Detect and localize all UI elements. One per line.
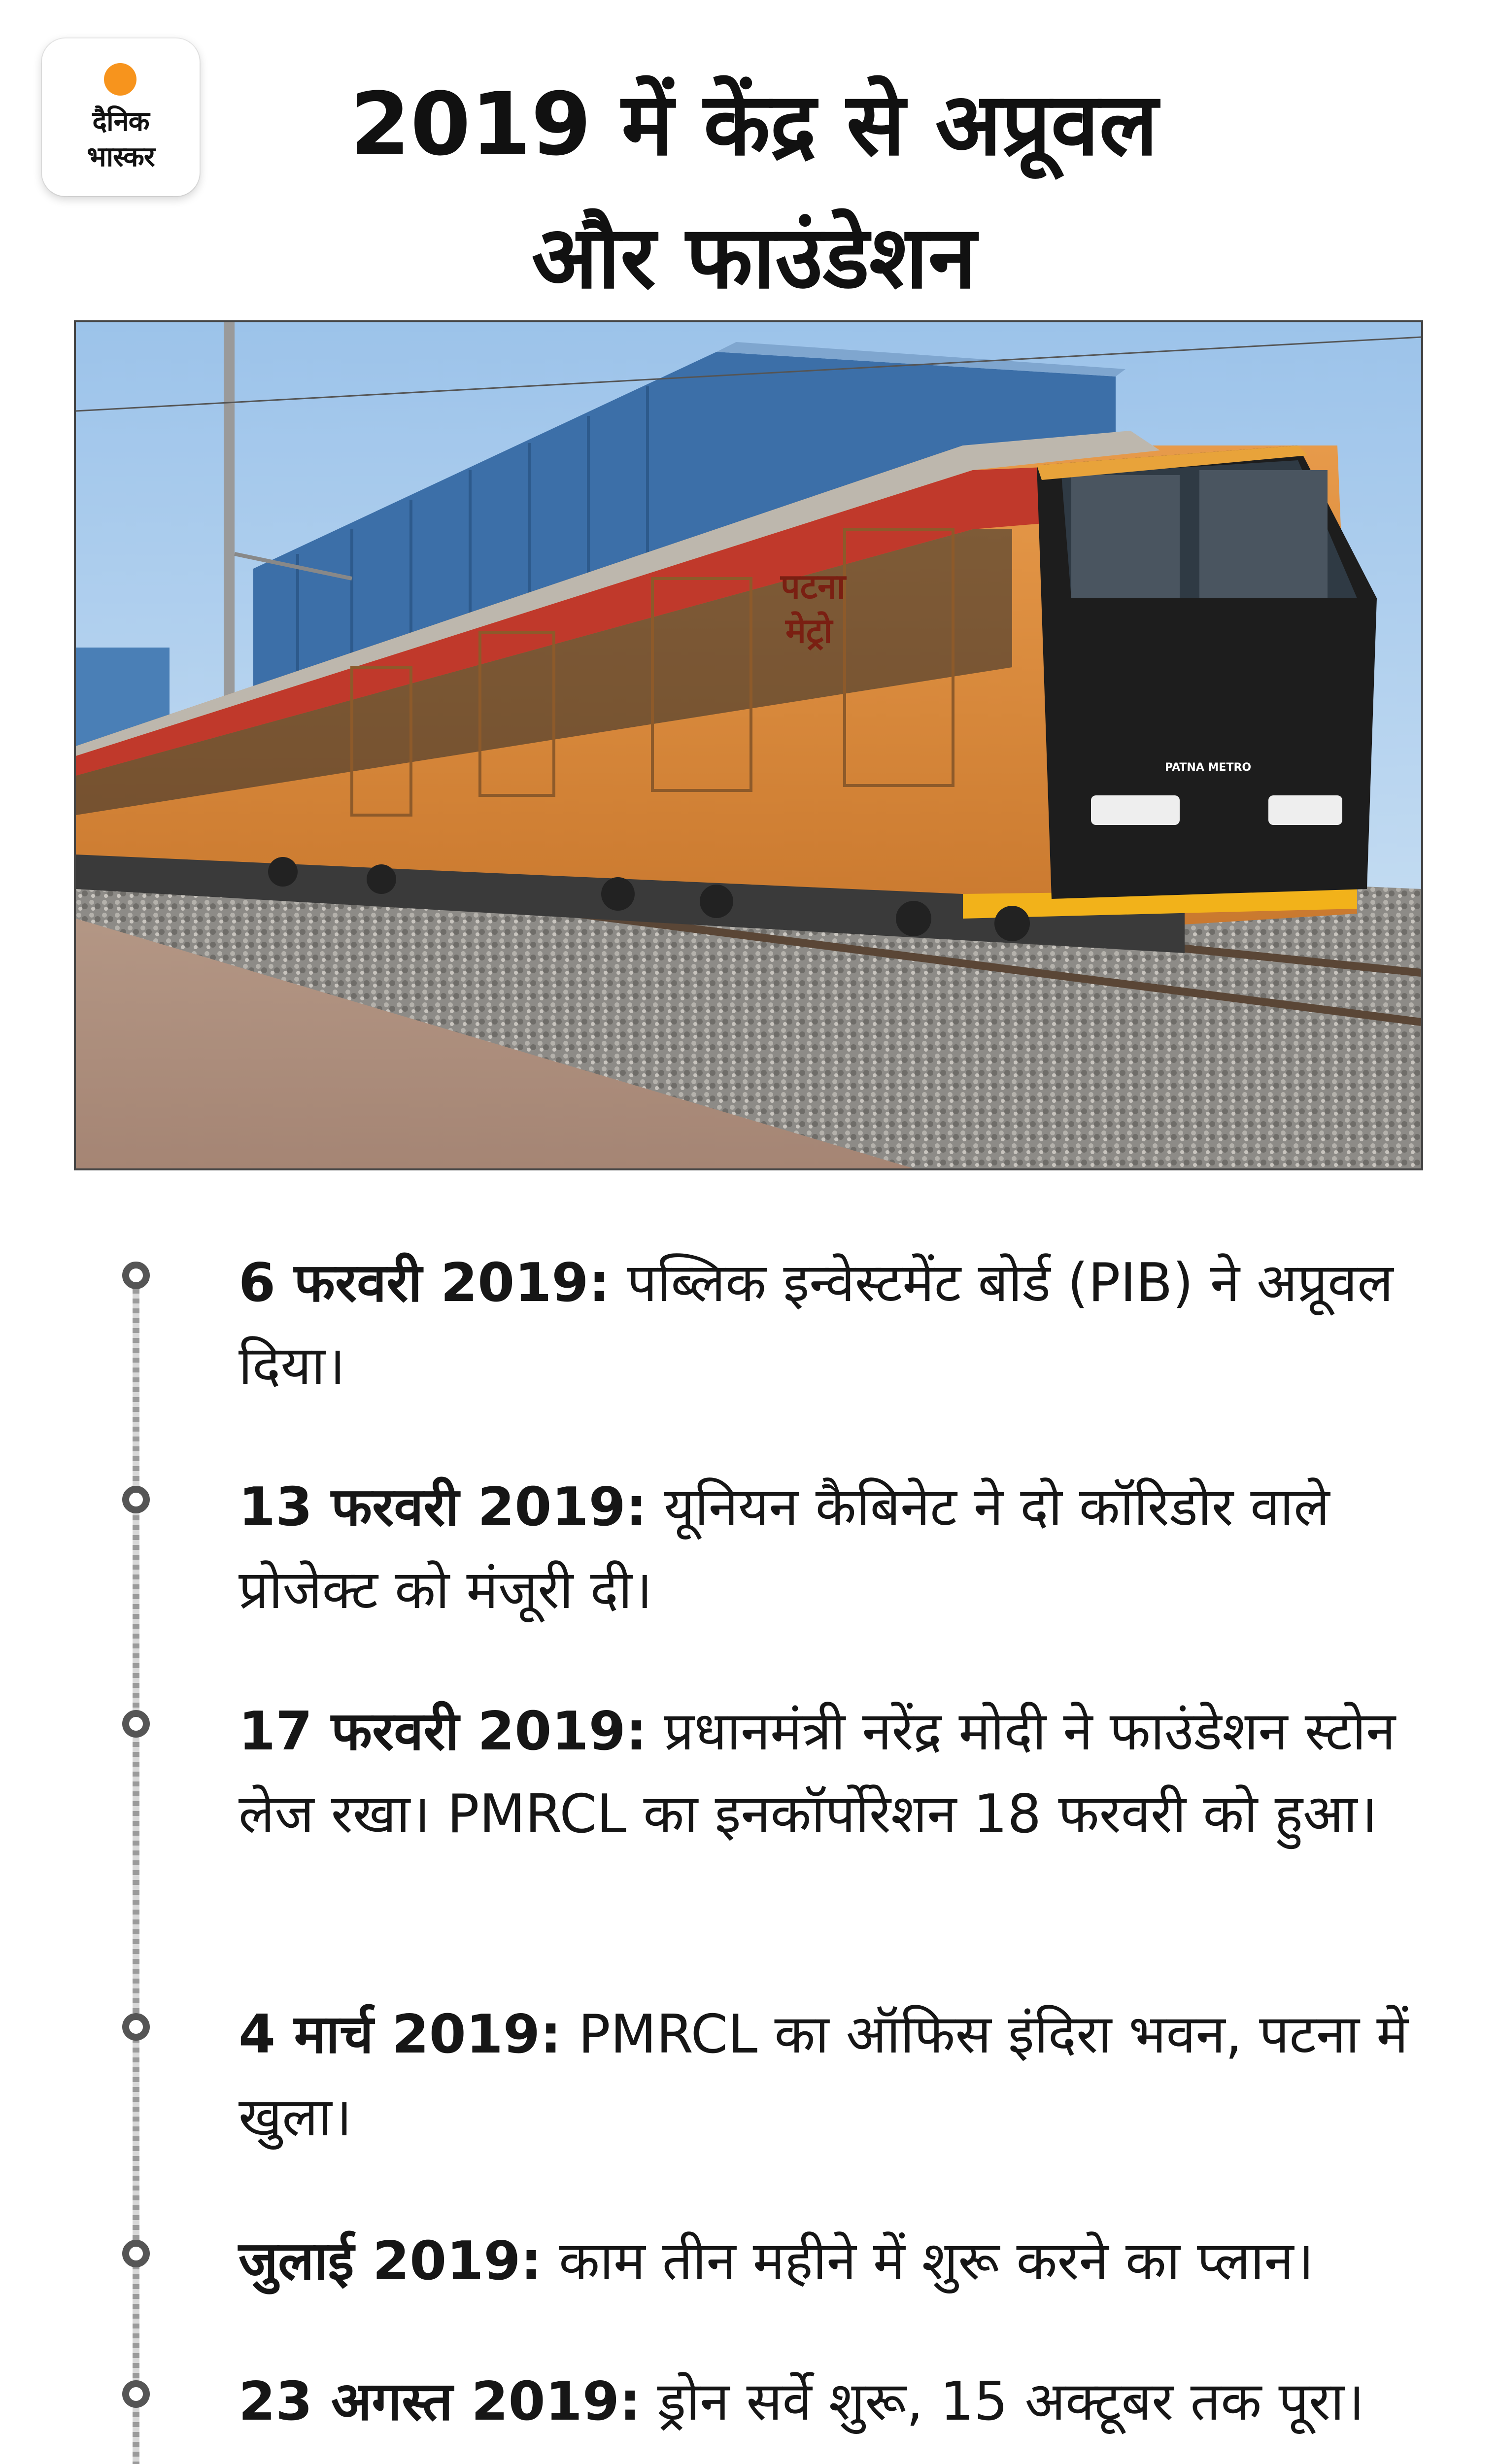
logo-text-line2: भास्कर <box>87 141 155 173</box>
timeline-description: यूनियन कैबिनेट ने दो कॉरिडोर वाले प्रोजेक्ट को मंजूरी दी। <box>238 1476 1330 1621</box>
timeline-description: काम तीन महीने में शुरू करने का प्लान। <box>542 2230 1314 2292</box>
timeline-description: प्रधानमंत्री नरेंद्र मोदी ने फाउंडेशन स्टोन लेज रखा। PMRCL का इनकॉर्पोरेशन 18 फरवरी को हुआ। <box>238 1701 1396 1845</box>
timeline-entry-text <box>238 2220 1421 2303</box>
timeline-date: 17 फरवरी 2019: <box>238 1701 647 1762</box>
timeline-dot <box>122 1710 150 1738</box>
timeline-line <box>133 1269 139 2464</box>
timeline-entry-text <box>238 1242 1421 1407</box>
sun-icon <box>104 63 136 96</box>
metro-train-photo <box>74 320 1423 1170</box>
page-title <box>227 58 1281 324</box>
title-line-1: 2019 में केंद्र से अप्रूवल <box>350 74 1158 175</box>
timeline-entry-text <box>238 1993 1421 2159</box>
timeline-date: 4 मार्च 2019: <box>238 2004 562 2065</box>
timeline-date: जुलाई 2019: <box>238 2230 542 2292</box>
timeline-description: PMRCL का ऑफिस इंदिरा भवन, पटना में खुला। <box>238 2004 1408 2148</box>
timeline-date: 13 फरवरी 2019: <box>238 1476 647 1538</box>
logo-text-line1: दैनिक <box>92 105 149 137</box>
side-text-metro: मेट्रो <box>785 611 833 651</box>
dainik-bhaskar-logo <box>42 38 200 196</box>
front-metro-logo: PATNA METRO <box>1165 761 1252 774</box>
timeline-entry-text <box>238 1690 1421 1856</box>
side-text-patna: पटना <box>781 566 846 607</box>
timeline-description: ड्रोन सर्वे शुरू, 15 अक्टूबर तक पूरा। <box>641 2371 1364 2432</box>
timeline-dot <box>122 1262 150 1289</box>
title-line-2: और फाउंडेशन <box>531 207 977 308</box>
timeline-date: 23 अगस्त 2019: <box>238 2371 641 2432</box>
timeline-entry-text <box>238 2361 1421 2443</box>
timeline-dot <box>122 2013 150 2041</box>
timeline-dot <box>122 2380 150 2408</box>
timeline-dot <box>122 1486 150 1513</box>
timeline-description: पब्लिक इन्वेस्टमेंट बोर्ड (PIB) ने अप्रूवल दिया। <box>238 1252 1394 1397</box>
timeline-dot <box>122 2240 150 2267</box>
timeline-entry-text <box>238 1466 1421 1632</box>
timeline-date: 6 फरवरी 2019: <box>238 1252 610 1314</box>
